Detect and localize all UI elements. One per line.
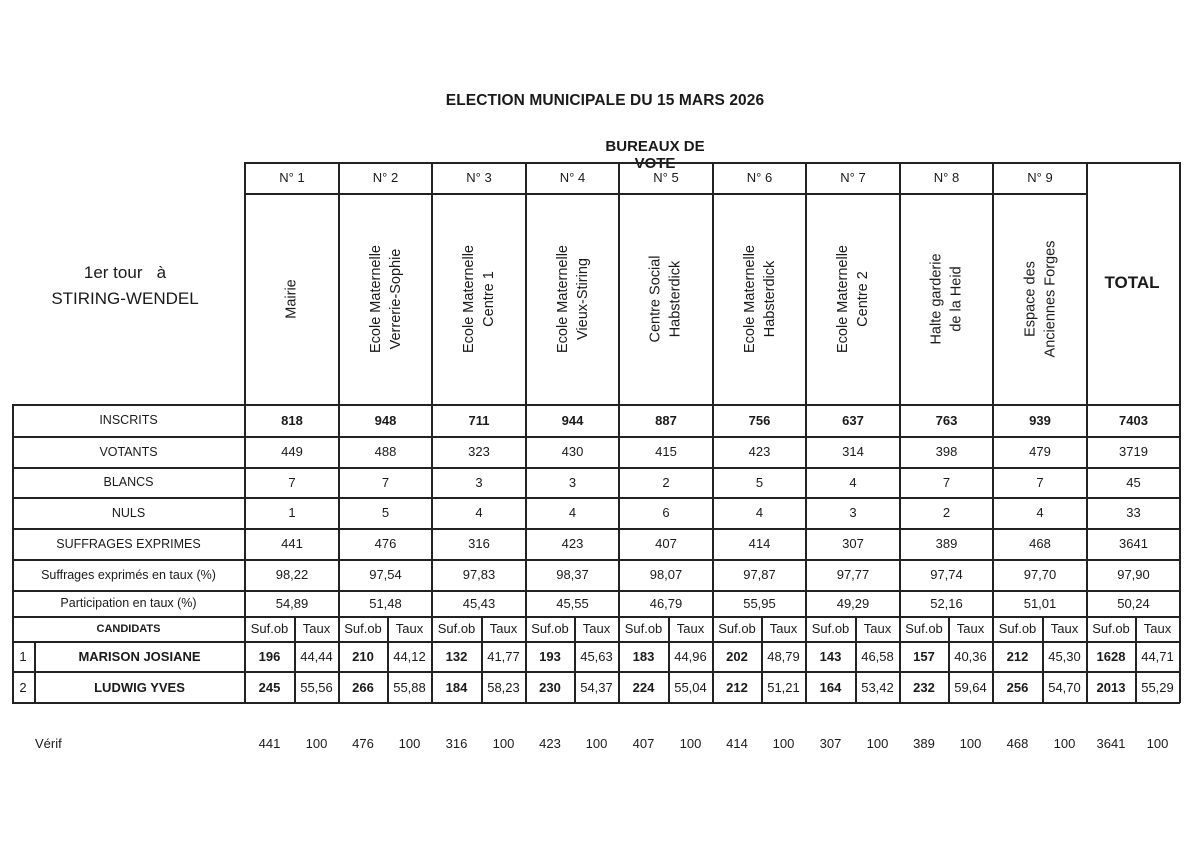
- bureau-name: [619, 193, 713, 404]
- row-label: SUFFRAGES EXPRIMES: [56, 536, 201, 551]
- bureau-name-line2: de la Heid: [948, 265, 965, 332]
- index-divider: [34, 641, 36, 703]
- candidate-rate: 44,44: [300, 649, 333, 664]
- candidate-rate: 40,36: [954, 649, 987, 664]
- taux-header: Taux: [489, 621, 518, 636]
- stat-value: 389: [935, 536, 958, 551]
- candidate-rate: 54,37: [580, 680, 613, 695]
- stat-value: 5: [381, 505, 390, 520]
- bureau-name-text: [553, 245, 593, 353]
- candidate-rate: 44,71: [1141, 649, 1174, 664]
- stat-value: 4: [475, 505, 483, 520]
- bureau-name-line1: Ecole Maternelle: [554, 244, 571, 353]
- candidate-rate: 45,30: [1048, 649, 1081, 664]
- header-column-divider: [244, 162, 246, 404]
- bureau-name-line2: Centre 1: [481, 270, 497, 327]
- stat-value: 314: [842, 444, 864, 459]
- stat-value: 97,87: [743, 567, 776, 582]
- stat-value: 488: [374, 444, 397, 459]
- verif-suf: 476: [352, 736, 374, 751]
- suf-ob-header: Suf.ob: [1092, 621, 1130, 636]
- stat-value: 4: [849, 474, 857, 490]
- row-divider: [12, 528, 1180, 530]
- candidate-votes: 212: [1006, 649, 1029, 664]
- verif-taux: 100: [585, 736, 608, 751]
- suf-ob-header: Suf.ob: [718, 621, 756, 636]
- bureau-name-line2: Centre 2: [855, 270, 871, 327]
- stat-value: 52,16: [930, 595, 963, 611]
- bureau-number: N° 2: [372, 170, 399, 185]
- suf-ob-header: Suf.ob: [531, 621, 569, 636]
- stat-value: 49,29: [836, 595, 870, 611]
- candidate-name: LUDWIG YVES: [94, 680, 185, 695]
- bureau-name-text: [926, 253, 966, 344]
- taux-header: Taux: [956, 621, 985, 636]
- bureau-number: N° 4: [559, 170, 586, 185]
- taux-header: Taux: [1050, 621, 1079, 636]
- stat-value: 5: [755, 474, 764, 490]
- candidate-rate: 44,12: [393, 649, 426, 664]
- verif-suf: 3641: [1096, 736, 1126, 751]
- verif-taux: 100: [305, 736, 328, 751]
- bureau-name-line2: Verrerie-Sophie: [387, 248, 404, 349]
- suf-ob-header: Suf.ob: [998, 621, 1037, 636]
- bureau-name: [526, 193, 619, 404]
- bureaux-heading: BUREAUX DE: [605, 138, 705, 155]
- row-label: INSCRITS: [99, 413, 158, 427]
- stat-value: 476: [374, 536, 397, 551]
- bureau-name-text: [646, 255, 686, 342]
- taux-header: Taux: [676, 621, 705, 636]
- row-label: VOTANTS: [99, 444, 158, 459]
- header-column-divider: [899, 162, 901, 404]
- bureau-name: [432, 193, 526, 404]
- stat-value: 944: [561, 412, 584, 428]
- candidate-index: 1: [19, 649, 27, 664]
- row-divider: [12, 467, 1180, 469]
- stat-value: 711: [468, 412, 490, 428]
- candidate-votes: 256: [1006, 680, 1029, 695]
- stat-value: 398: [935, 444, 958, 459]
- bureau-number: N° 9: [1027, 170, 1053, 185]
- header-column-divider: [618, 162, 620, 404]
- bureau-number: N° 1: [279, 170, 305, 185]
- suf-ob-header: Suf.ob: [250, 621, 289, 636]
- stat-value: 4: [1036, 505, 1044, 520]
- bureau-name-line2: Vieux-Stiring: [574, 257, 591, 340]
- taux-header: Taux: [1143, 621, 1172, 636]
- bureau-number: N° 5: [653, 170, 679, 185]
- stat-value: 441: [281, 536, 303, 551]
- verif-label: Vérif: [35, 736, 62, 751]
- bureau-name-line1: Ecole Maternelle: [367, 244, 384, 353]
- stat-value: 7: [381, 474, 390, 490]
- stat-value: 7: [288, 474, 296, 490]
- stat-value: 449: [281, 444, 303, 459]
- candidates-header: CANDIDATS: [96, 622, 161, 635]
- taux-header: Taux: [302, 621, 331, 636]
- stat-value: 98,22: [275, 567, 309, 582]
- taux-header: Taux: [863, 621, 892, 636]
- stat-value: 407: [655, 536, 677, 551]
- table-top-border: [12, 404, 1180, 406]
- stat-value: 45: [1126, 474, 1141, 490]
- candidate-row-divider: [12, 702, 1180, 704]
- suf-ob-header: Suf.ob: [624, 621, 663, 636]
- candidate-votes: 1628: [1096, 649, 1126, 664]
- header-column-divider: [431, 162, 433, 404]
- candidate-votes: 164: [819, 680, 842, 695]
- row-label: NULS: [111, 505, 146, 520]
- verif-suf: 423: [539, 736, 561, 751]
- stat-value: 948: [374, 412, 397, 428]
- candidate-rate: 53,42: [861, 680, 894, 695]
- document-title: [0, 92, 1200, 110]
- stat-value: 33: [1126, 505, 1141, 520]
- verif-taux: 100: [1053, 736, 1076, 751]
- candidate-name: MARISON JOSIANE: [78, 649, 201, 664]
- stat-value: 3641: [1119, 536, 1148, 551]
- bureau-name-text: [282, 279, 302, 318]
- bureau-name-line1: Ecole Maternelle: [835, 244, 851, 353]
- stat-value: 3: [475, 474, 483, 490]
- stat-value: 51,48: [369, 595, 402, 611]
- stat-value: 54,89: [275, 595, 309, 611]
- candidate-rate: 51,21: [767, 680, 800, 695]
- stat-value: 316: [468, 536, 490, 551]
- stat-value: 46,79: [649, 595, 683, 611]
- taux-header: Taux: [769, 621, 798, 636]
- place-label: [40, 260, 210, 312]
- candidate-votes: 183: [632, 649, 655, 664]
- candidate-votes: 2013: [1096, 680, 1126, 695]
- place-line1: 1er tour à: [83, 263, 167, 282]
- stat-value: 4: [755, 505, 764, 520]
- bureau-name-line1: Espace des: [1022, 260, 1038, 337]
- bureau-name: [806, 193, 900, 404]
- bureau-name-text: [740, 245, 780, 353]
- bureau-name: [993, 193, 1087, 404]
- verif-taux: 100: [1146, 736, 1169, 751]
- candidate-votes: 202: [726, 649, 748, 664]
- bureau-name-text: [366, 245, 406, 353]
- header-column-divider: [992, 162, 994, 404]
- candidate-votes: 212: [726, 680, 748, 695]
- bureau-name-line1: Centre Social: [647, 254, 664, 343]
- suf-ob-header: Suf.ob: [437, 621, 476, 636]
- row-divider: [12, 590, 1180, 592]
- stat-value: 55,95: [743, 595, 776, 611]
- header-column-divider: [1179, 162, 1181, 404]
- stat-value: 2: [942, 505, 951, 520]
- candidate-index: 2: [19, 680, 27, 695]
- candidate-votes: 230: [539, 680, 561, 695]
- bureau-name-text: [1020, 240, 1060, 357]
- verif-taux: 100: [866, 736, 889, 751]
- stat-value: 307: [842, 536, 864, 551]
- stat-value: 468: [1029, 536, 1051, 551]
- header-column-divider: [805, 162, 807, 404]
- candidate-rate: 55,88: [393, 680, 426, 695]
- verif-suf: 316: [445, 736, 468, 751]
- bureau-name-text: [459, 245, 499, 353]
- bureau-name-line1: Ecole Maternelle: [461, 244, 477, 353]
- verif-suf: 407: [632, 736, 655, 751]
- stat-value: 97,90: [1117, 567, 1150, 582]
- candidate-rate: 55,04: [674, 680, 707, 695]
- verif-suf: 414: [726, 736, 748, 751]
- row-label: Suffrages exprimés en taux (%): [41, 567, 216, 582]
- candidate-votes: 266: [352, 680, 374, 695]
- stat-value: 887: [655, 412, 677, 428]
- stat-value: 415: [655, 444, 677, 459]
- row-label: BLANCS: [103, 475, 154, 489]
- candidate-rate: 55,56: [300, 680, 333, 695]
- stat-value: 97,74: [930, 567, 963, 582]
- bureau-name: [245, 193, 339, 404]
- verif-taux: 100: [679, 736, 702, 751]
- verif-taux: 100: [959, 736, 982, 751]
- stat-value: 414: [748, 536, 771, 551]
- bureau-name-line2: Habsterdick: [667, 260, 684, 337]
- candidate-rate: 58,23: [487, 680, 520, 695]
- stat-value: 818: [281, 412, 303, 428]
- candidate-votes: 157: [913, 649, 935, 664]
- candidate-votes: 143: [819, 649, 842, 664]
- header-column-divider: [338, 162, 340, 404]
- stat-value: 430: [561, 444, 584, 459]
- stat-value: 3: [849, 505, 857, 520]
- stat-value: 637: [842, 412, 864, 428]
- stat-value: 4: [568, 505, 577, 520]
- candidate-rate: 46,58: [861, 649, 894, 664]
- bureau-name-line1: Ecole Maternelle: [741, 244, 758, 353]
- stat-value: 756: [748, 412, 771, 428]
- suf-ob-header: Suf.ob: [344, 621, 382, 636]
- bureau-number: N° 3: [466, 170, 492, 185]
- stat-value: 3: [568, 474, 577, 490]
- bureau-name: [339, 193, 432, 404]
- stat-value: 939: [1029, 412, 1051, 428]
- suf-ob-header: Suf.ob: [905, 621, 943, 636]
- candidate-rate: 44,96: [674, 649, 707, 664]
- stat-value: 98,37: [556, 567, 589, 582]
- stat-value: 7: [942, 474, 951, 490]
- candidate-votes: 245: [258, 680, 281, 695]
- bureau-name-line2: Anciennes Forges: [1042, 240, 1058, 357]
- verif-taux: 100: [772, 736, 795, 751]
- candidate-votes: 184: [445, 680, 468, 695]
- stat-value: 479: [1029, 444, 1051, 459]
- candidate-rate: 45,63: [580, 649, 613, 664]
- candidate-rate: 48,79: [767, 649, 800, 664]
- verif-taux: 100: [492, 736, 515, 751]
- verif-suf: 307: [819, 736, 842, 751]
- row-divider: [12, 497, 1180, 499]
- bureau-number: N° 8: [933, 170, 960, 185]
- verif-suf: 389: [913, 736, 935, 751]
- candidate-votes: 132: [445, 649, 468, 664]
- header-column-divider: [525, 162, 527, 404]
- bureau-name-text: [833, 245, 873, 353]
- header-column-divider: [1086, 162, 1088, 404]
- stat-value: 97,54: [369, 567, 402, 582]
- stat-value: 6: [662, 505, 670, 520]
- verif-suf: 468: [1006, 736, 1029, 751]
- suf-ob-header: Suf.ob: [811, 621, 850, 636]
- place-line2: STIRING-WENDEL: [51, 289, 199, 308]
- bureau-name: [900, 193, 993, 404]
- bureau-name-line1: Mairie: [283, 278, 300, 319]
- candidate-votes: 196: [258, 649, 281, 664]
- row-divider: [12, 436, 1180, 438]
- stat-value: 7403: [1119, 412, 1148, 428]
- stat-value: 50,24: [1117, 595, 1150, 611]
- stat-value: 323: [468, 444, 490, 459]
- row-divider: [12, 559, 1180, 561]
- candidate-rate: 55,29: [1141, 680, 1174, 695]
- stat-value: 1: [288, 505, 296, 520]
- stat-value: 45,55: [556, 595, 589, 611]
- stat-value: 97,70: [1023, 567, 1057, 582]
- verif-suf: 441: [258, 736, 281, 751]
- candidate-rate: 54,70: [1048, 680, 1081, 695]
- stat-value: 2: [662, 474, 670, 490]
- candidate-votes: 224: [632, 680, 655, 695]
- candidate-votes: 193: [539, 649, 561, 664]
- stat-value: 423: [748, 444, 771, 459]
- stat-value: 7: [1036, 474, 1044, 490]
- bureau-number: N° 7: [840, 170, 866, 185]
- stat-value: 763: [935, 412, 958, 428]
- candidate-votes: 232: [913, 680, 935, 695]
- candidate-rate: 59,64: [954, 680, 987, 695]
- stat-value: 45,43: [462, 595, 496, 611]
- candidate-rate: 41,77: [487, 649, 520, 664]
- title-text: ELECTION MUNICIPALE DU 15 MARS 2026: [445, 92, 765, 109]
- total-header: TOTAL: [1104, 273, 1160, 292]
- stat-value: 98,07: [649, 567, 683, 582]
- header-column-divider: [712, 162, 714, 404]
- stat-value: 423: [561, 536, 584, 551]
- bureau-name-line2: Habsterdick: [761, 260, 778, 337]
- candidate-votes: 210: [352, 649, 374, 664]
- bureau-number: N° 6: [746, 170, 773, 185]
- taux-header: Taux: [582, 621, 611, 636]
- taux-header: Taux: [395, 621, 424, 636]
- stat-value: 97,83: [462, 567, 496, 582]
- row-label: Participation en taux (%): [60, 596, 197, 610]
- verif-taux: 100: [398, 736, 421, 751]
- stat-value: 3719: [1119, 444, 1148, 459]
- stat-value: 97,77: [836, 567, 870, 582]
- stat-value: 51,01: [1023, 595, 1057, 611]
- bureau-name-line1: Halte garderie: [928, 252, 945, 345]
- header-number-divider: [245, 193, 1087, 195]
- bureau-name: [713, 193, 806, 404]
